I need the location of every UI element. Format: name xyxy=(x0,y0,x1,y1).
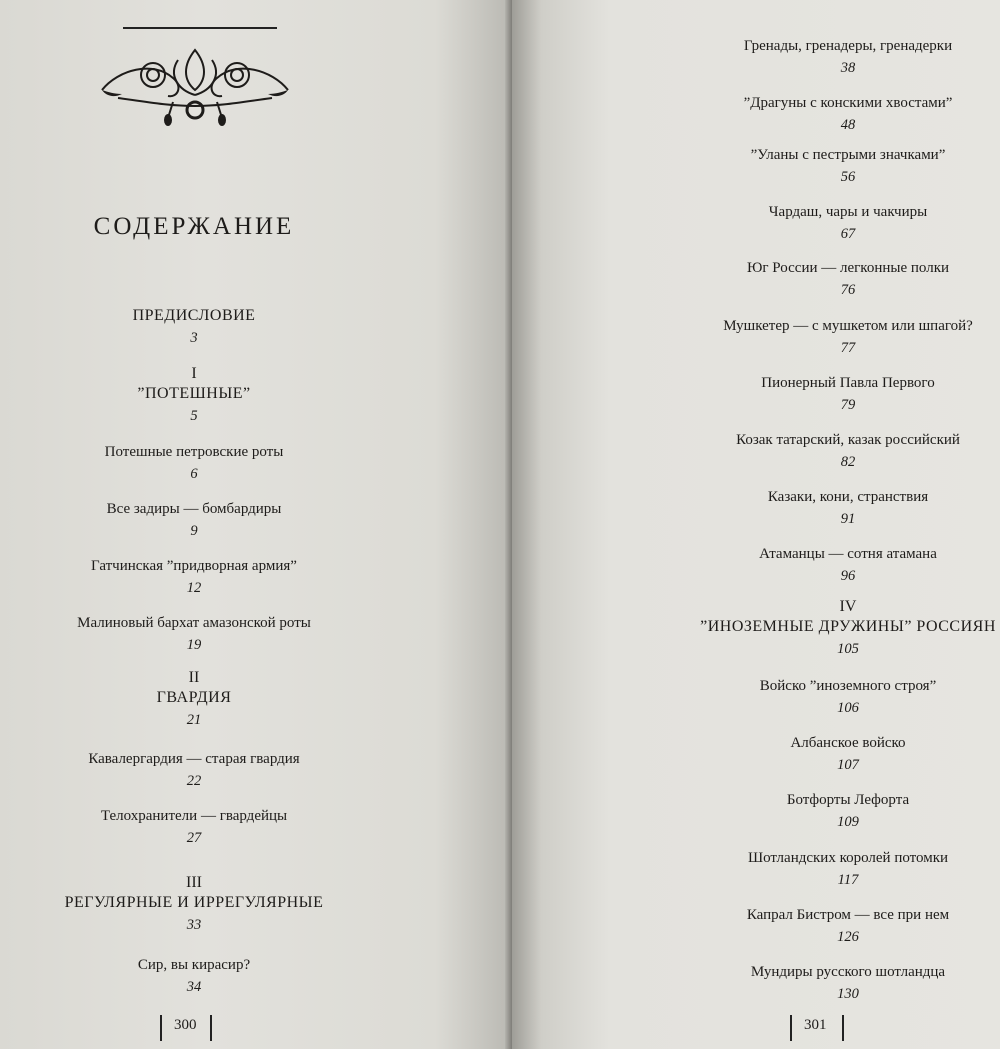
toc-entry-title: Кавалергардия — старая гвардия xyxy=(88,751,300,767)
toc-entry-title: Ботфорты Лефорта xyxy=(786,792,910,808)
toc-entry-title: ПРЕДИСЛОВИЕ xyxy=(132,307,256,324)
toc-entry-page: 76 xyxy=(840,282,856,298)
toc-entry xyxy=(0,306,388,348)
toc-entry xyxy=(612,848,1000,890)
toc-entry-page: 96 xyxy=(840,568,856,584)
toc-entry-page: 79 xyxy=(840,397,856,413)
toc-entry xyxy=(0,442,388,484)
toc-entry xyxy=(612,487,1000,529)
part-numeral: I xyxy=(191,365,197,382)
toc-entry-title: РЕГУЛЯРНЫЕ И ИРРЕГУЛЯРНЫЕ xyxy=(64,894,324,911)
toc-entry-page: 12 xyxy=(186,580,202,596)
header-rule xyxy=(123,27,277,29)
toc-entry-page: 77 xyxy=(840,340,856,356)
toc-entry xyxy=(612,145,1000,187)
right-page xyxy=(512,0,1000,1049)
toc-entry-title: Чардаш, чары и чакчиры xyxy=(768,204,928,220)
toc-entry xyxy=(612,93,1000,135)
toc-entry-page: 3 xyxy=(190,330,198,346)
toc-entry-page: 106 xyxy=(837,700,859,716)
toc-entry-page: 105 xyxy=(837,641,859,657)
toc-entry xyxy=(612,733,1000,775)
toc-entry-page: 9 xyxy=(190,523,198,539)
part-numeral: III xyxy=(186,874,202,891)
toc-entry xyxy=(612,790,1000,832)
toc-entry-page: 117 xyxy=(837,872,859,888)
toc-entry-title: ”Драгуны с конскими хвостами” xyxy=(743,95,953,111)
toc-entry-title: Мундиры русского шотландца xyxy=(750,964,946,980)
toc-entry-title: Мушкетер — с мушкетом или шпагой? xyxy=(723,318,973,334)
ornament-flourish-icon xyxy=(98,40,292,126)
toc-entry xyxy=(0,749,388,791)
folio-number: 300 xyxy=(174,1017,197,1033)
toc-entry xyxy=(612,316,1000,358)
toc-entry-title: Телохранители — гвардейцы xyxy=(100,808,288,824)
toc-entry-title: Все задиры — бомбардиры xyxy=(106,501,282,517)
toc-entry-title: Сир, вы кирасир? xyxy=(137,957,251,973)
toc-entry xyxy=(0,499,388,541)
toc-entry-page: 34 xyxy=(186,979,202,995)
folio-bar xyxy=(160,1015,162,1041)
toc-entry-title: Шотландских королей потомки xyxy=(747,850,949,866)
toc-entry-title: Козак татарский, казак российский xyxy=(736,432,960,448)
toc-entry-title: Гренады, гренадеры, гренадерки xyxy=(743,38,953,54)
toc-entry-title: Албанское войско xyxy=(790,735,906,751)
contents-heading: СОДЕРЖАНИЕ xyxy=(93,213,295,240)
folio-number: 301 xyxy=(804,1017,827,1033)
toc-entry xyxy=(612,202,1000,244)
toc-entry-page: 56 xyxy=(840,169,856,185)
toc-entry-title: Войско ”иноземного строя” xyxy=(759,678,937,694)
toc-entry-page: 107 xyxy=(837,757,859,773)
toc-entry-page: 27 xyxy=(186,830,202,846)
toc-entry-title: Потешные петровские роты xyxy=(104,444,284,460)
toc-entry xyxy=(612,430,1000,472)
toc-entry xyxy=(612,597,1000,659)
folio-bar xyxy=(790,1015,792,1041)
toc-entry xyxy=(612,905,1000,947)
toc-entry-title: Капрал Бистром — все при нем xyxy=(746,907,950,923)
toc-entry xyxy=(612,676,1000,718)
toc-entry xyxy=(612,36,1000,78)
toc-entry-title: ГВАРДИЯ xyxy=(156,689,232,706)
toc-entry-page: 82 xyxy=(840,454,856,470)
toc-entry-page: 130 xyxy=(837,986,859,1002)
toc-entry xyxy=(612,373,1000,415)
toc-entry-title: Юг России — легконные полки xyxy=(746,260,950,276)
part-numeral: IV xyxy=(839,598,857,615)
toc-entry xyxy=(0,873,388,935)
toc-entry-page: 126 xyxy=(837,929,859,945)
toc-entry-page: 19 xyxy=(186,637,202,653)
toc-entry-title: Малиновый бархат амазонской роты xyxy=(77,615,311,631)
toc-entry xyxy=(0,556,388,598)
toc-entry xyxy=(0,613,388,655)
folio-bar xyxy=(842,1015,844,1041)
toc-entry-title: Пионерный Павла Первого xyxy=(761,375,935,391)
toc-entry-page: 22 xyxy=(186,773,202,789)
toc-entry-page: 6 xyxy=(190,466,198,482)
toc-entry-page: 48 xyxy=(840,117,856,133)
toc-entry-title: Атаманцы — сотня атамана xyxy=(759,546,937,562)
toc-entry xyxy=(0,955,388,997)
toc-entry xyxy=(0,364,388,426)
folio-bar xyxy=(210,1015,212,1041)
toc-entry xyxy=(612,544,1000,586)
toc-entry xyxy=(0,668,388,730)
toc-entry-page: 33 xyxy=(186,917,202,933)
toc-entry-title: Казаки, кони, странствия xyxy=(767,489,929,505)
toc-entry-page: 38 xyxy=(840,60,856,76)
part-numeral: II xyxy=(188,669,200,686)
toc-entry-title: ”ПОТЕШНЫЕ” xyxy=(137,385,251,402)
toc-entry-title: ”Уланы с пестрыми значками” xyxy=(750,147,946,163)
toc-entry xyxy=(0,806,388,848)
toc-entry xyxy=(612,962,1000,1004)
toc-entry-page: 109 xyxy=(837,814,859,830)
toc-entry-page: 67 xyxy=(840,226,856,242)
toc-entry-page: 91 xyxy=(840,511,856,527)
toc-entry-title: Гатчинская ”придворная армия” xyxy=(91,558,297,574)
toc-entry-title: ”ИНОЗЕМНЫЕ ДРУЖИНЫ” РОССИЯН xyxy=(700,618,996,635)
toc-entry-page: 21 xyxy=(186,712,202,728)
toc-entry-page: 5 xyxy=(190,408,198,424)
toc-entry xyxy=(612,258,1000,300)
